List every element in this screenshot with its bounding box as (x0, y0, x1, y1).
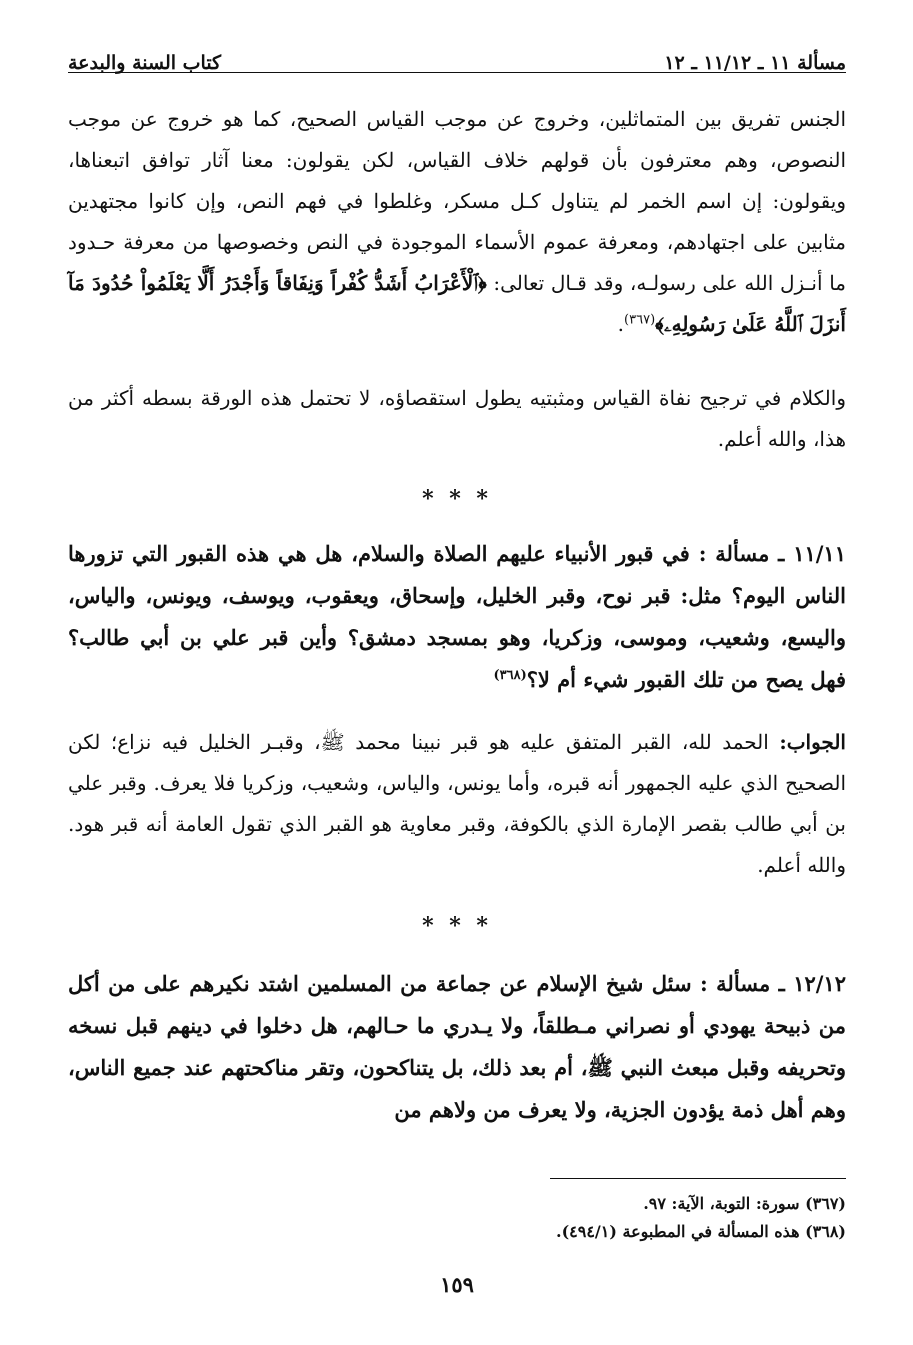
question-12-text: سئل شيخ الإسلام عن جماعة من المسلمين اشتد نكيرهم على من أكل من ذبيحة يهودي أو نصراني مـطلقاً، ولا يـدري ما حـالهم، هل دخلوا في دينهم قبل نسخه وتحريفه وقبل مبعث النبي ﷺ، أم بعد ذلك، بل يتناكحون، وتقر مناكحتهم عند جميع الناس، وهم أهل ذمة يؤدون الجزية، ولا يعرف من ولاهم من (68, 971, 846, 1122)
book-page (68, 0, 846, 1345)
question-11-label: ١١/١١ ـ مسألة : (698, 541, 846, 566)
footnotes (68, 1190, 846, 1246)
question-11 (68, 533, 846, 701)
footnote-ref-368: (٣٦٨) (493, 668, 527, 683)
answer-11 (68, 722, 846, 886)
section-separator: * * * (422, 486, 492, 512)
paragraph-conclusion: والكلام في ترجيح نفاة القياس ومثبتيه يطول استقصاؤه، لا تحتمل هذه الورقة بسطه أكثر من هذا، والله أعلم. (68, 386, 846, 451)
question-12-label: ١٢/١٢ ـ مسألة : (700, 971, 846, 996)
page-number: ١٥٩ (440, 1272, 474, 1297)
header-book-title: كتاب السنة والبدعة (68, 52, 222, 74)
header-divider (68, 72, 846, 73)
answer-11-label: الجواب: (779, 730, 846, 754)
paragraph-qiyas-end: . (617, 312, 625, 336)
paragraph-qiyas-text: الجنس تفريق بين المتماثلين، وخروج عن موجب القياس الصحيح، كما هو خروج عن موجب النصوص، وهم معترفون بأن قولهم خلاف القياس، لكن يقولون: معنا آثار توافق اتبعناها، ويقولون: إن اسم الخمر لم يتناول كـل مسكر، وغلطوا في فهم النص، وإن كانوا مجتهدين مثابين على اجتهادهم، ومعرفة عموم الأسماء الموجودة في النص وخصوصها من معرفة حـدود ما أنـزل الله على رسولـه، وقد قـال تعالى: (68, 107, 846, 295)
running-header (68, 36, 846, 76)
header-question-range: مسألة ١١ ـ ١١/١٢ ـ ١٢ (664, 52, 846, 74)
answer-11-text: الحمد لله، القبر المتفق عليه هو قبر نبينا محمد ﷺ، وقبـر الخليل فيه نزاع؛ لكن الصحيح الذي عليه الجمهور أنه قبره، وأما يونس، والياس، وشعيب، وزكريا فلا يعرف. وقبر علي بن أبي طالب بقصر الإمارة الذي بالكوفة، وقبر معاوية هو القبر الذي تقول العامة أنه قبر هود. والله أعلم. (68, 730, 847, 877)
footnote-divider (550, 1178, 846, 1179)
footnote-ref-367: (٣٦٧) (624, 312, 656, 328)
section-separator: * * * (422, 913, 492, 939)
question-11-text: في قبور الأنبياء عليهم الصلاة والسلام، هل هي هذه القبور التي تزورها الناس اليوم؟ مثل: قبر نوح، وقبر الخليل، وإسحاق، ويعقوب، ويوسف، ويونس، والياس، واليسع، وشعيب، وموسى، وزكريا، وهو بمسجد دمشق؟ وأين قبر علي بن أبي طالب؟ فهل يصح من تلك القبور شيء أم لا؟ (68, 541, 846, 692)
footnote-367: (٣٦٧) سورة: التوبة، الآية: ٩٧. (643, 1194, 846, 1213)
question-12 (68, 963, 846, 1131)
paragraph-qiyas (68, 99, 846, 345)
footnote-368: (٣٦٨) هذه المسألة في المطبوعة (٤٩٤/١). (556, 1222, 846, 1241)
quran-verse: ﴿ٱلْأَعْرَابُ أَشَدُّ كُفْراً وَنِفَاقاً وَأَجْدَرُ أَلَّا يَعْلَمُواْ حُدُودَ مَآ أَنزَلَ ٱللَّهُ عَلَىٰ رَسُولِهِۦ﴾ (68, 271, 846, 336)
